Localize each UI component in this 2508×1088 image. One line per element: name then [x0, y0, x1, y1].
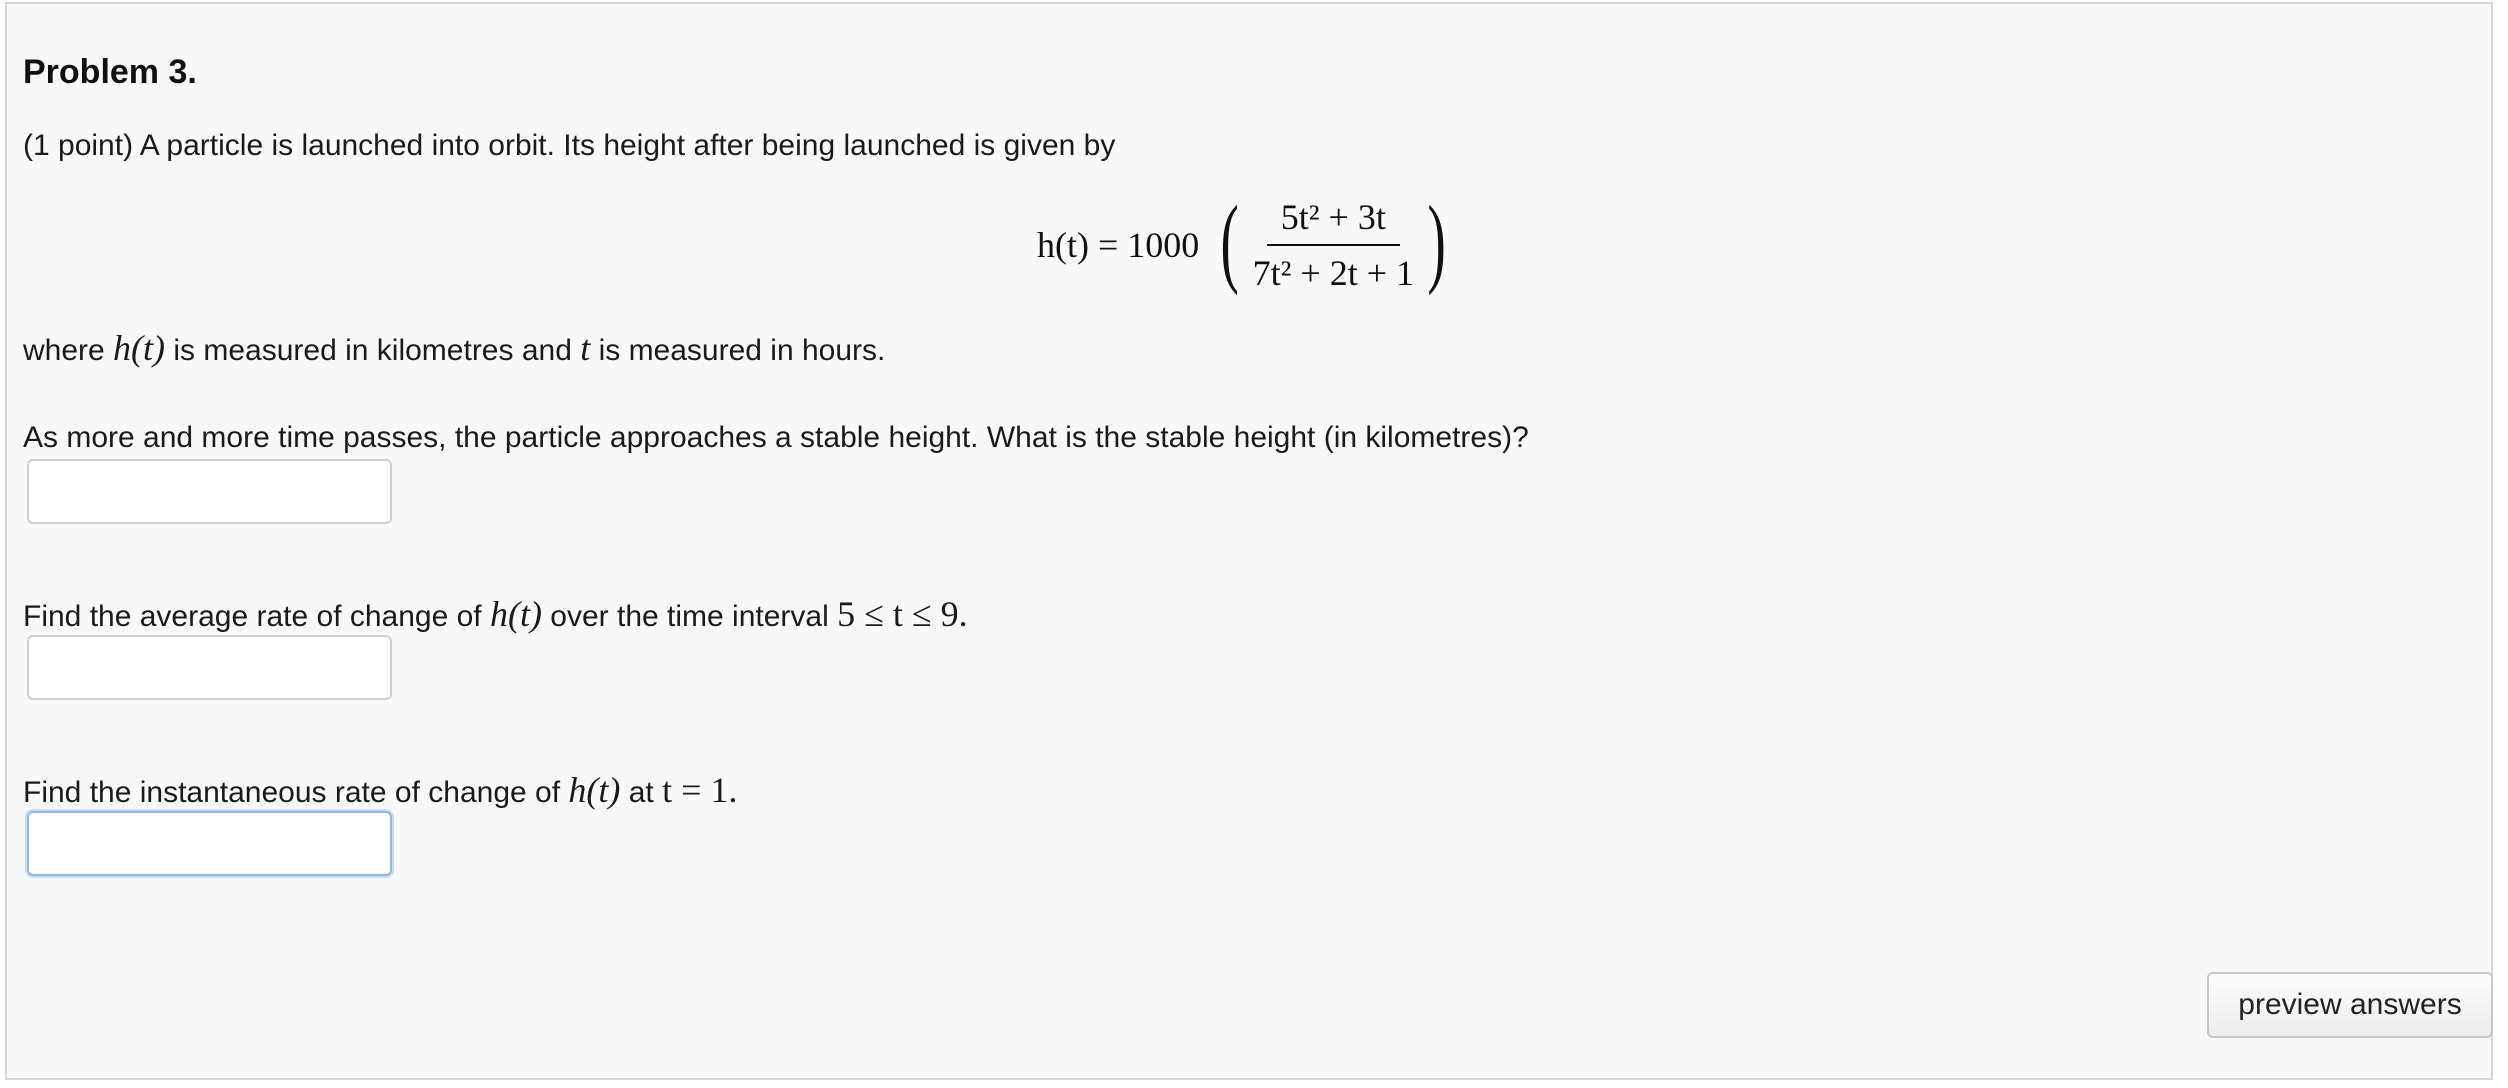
- question-3-text-2: at: [620, 776, 663, 809]
- answer-input-1[interactable]: [27, 459, 392, 524]
- question-2-math-interval: 5 ≤ t ≤ 9.: [837, 594, 968, 634]
- question-2-text-1: Find the average rate of change of: [23, 600, 490, 633]
- formula-numerator: 5t² + 3t: [1267, 196, 1400, 246]
- formula-close-paren: ): [1427, 185, 1446, 296]
- answer-input-3[interactable]: [27, 811, 392, 876]
- question-2-math-h: h(t): [489, 594, 542, 634]
- problem-title: Problem 3.: [23, 53, 197, 91]
- question-2-text: [23, 596, 968, 635]
- problem-panel: [5, 2, 2493, 1080]
- problem-intro: (1 point) A particle is launched into orbit. Its height after being launched is given by: [23, 129, 1116, 162]
- question-3-text: [23, 772, 737, 811]
- preview-answers-button[interactable]: preview answers: [2207, 972, 2493, 1038]
- units-text-1: where: [23, 334, 114, 367]
- units-text-2: is measured in kilometres and: [165, 334, 581, 367]
- units-description: [23, 330, 885, 369]
- question-2-text-2: over the time interval: [541, 600, 838, 633]
- formula-fraction: [1243, 196, 1424, 294]
- question-3-math-t: t = 1.: [662, 770, 738, 810]
- formula-denominator: 7t² + 2t + 1: [1252, 253, 1414, 293]
- units-text-3: is measured in hours.: [590, 334, 886, 367]
- question-3-math-h: h(t): [568, 770, 621, 810]
- units-math-h: h(t): [113, 328, 166, 368]
- question-1-text: As more and more time passes, the particle approaches a stable height. What is the stable height (in kilometres)?: [23, 421, 1529, 454]
- formula-lhs: h(t) = 1000: [1037, 225, 1200, 265]
- height-formula: [1037, 185, 1453, 300]
- question-3-text-1: Find the instantaneous rate of change of: [23, 776, 569, 809]
- answer-input-2[interactable]: [27, 635, 392, 700]
- units-math-t: t: [580, 328, 591, 368]
- formula-open-paren: (: [1220, 185, 1240, 296]
